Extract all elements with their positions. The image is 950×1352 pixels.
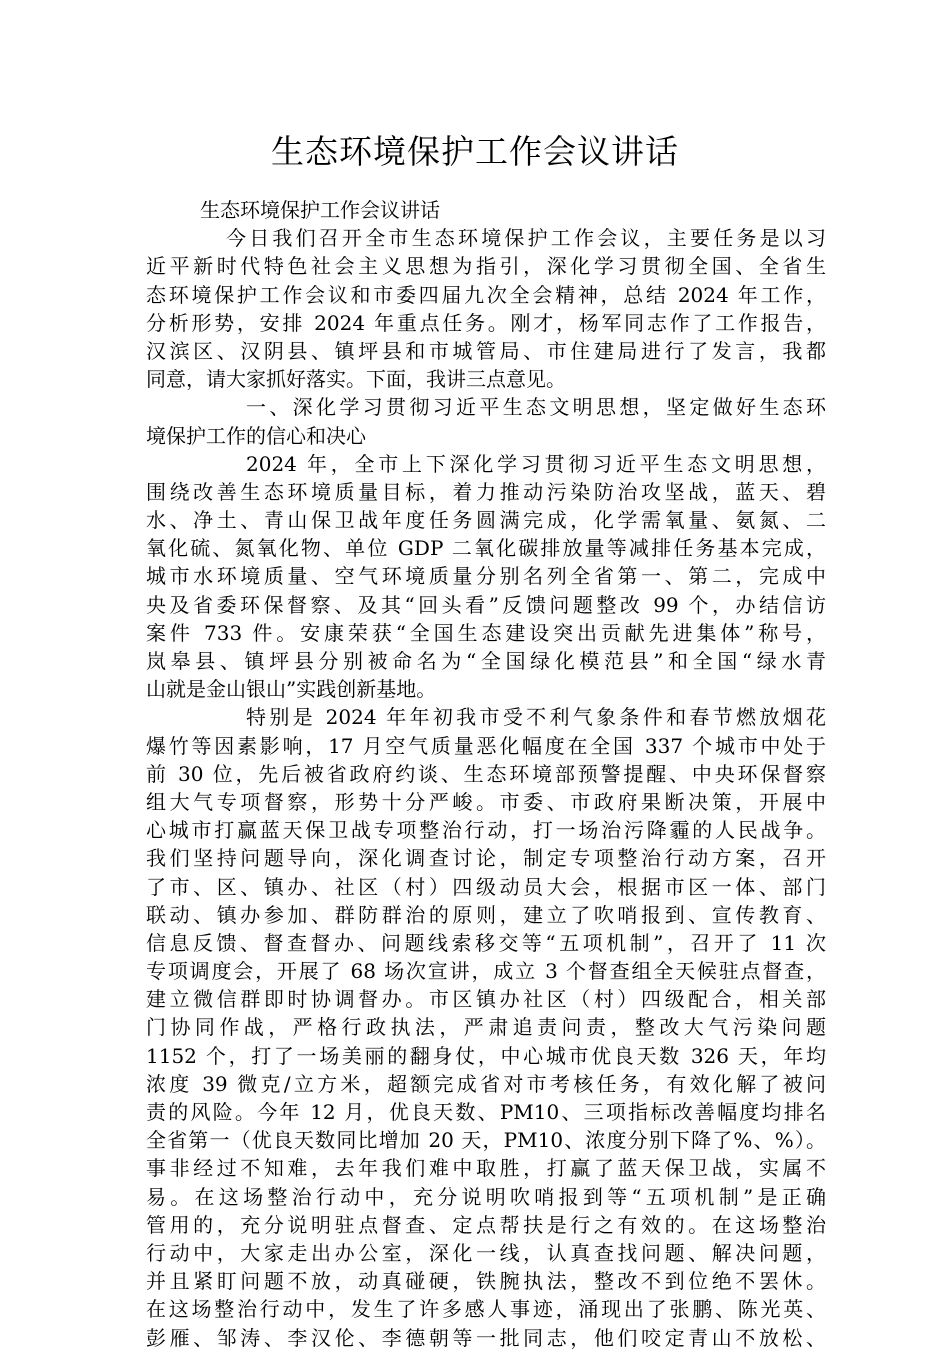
paragraph-line: 我们坚持问题导向，深化调查讨论，制定专项整治行动方案，召开 — [146, 846, 826, 871]
paragraph-line: 专项调度会，开展了 68 场次宣讲，成立 3 个督查组全天候驻点督查， — [146, 959, 826, 984]
paragraph-line: 围绕改善生态环境质量目标，着力推动污染防治攻坚战，蓝天、碧 — [146, 479, 826, 504]
paragraph-line: 氧化硫、氮氧化物、单位 GDP 二氧化碳排放量等减排任务基本完成， — [146, 536, 826, 561]
paragraph-line: 分析形势，安排 2024 年重点任务。刚才，杨军同志作了工作报告， — [146, 310, 826, 335]
paragraph-line: 心城市打赢蓝天保卫战专项整治行动，打一场治污降霾的人民战争。 — [146, 818, 826, 843]
paragraph-line: 事非经过不知难，去年我们难中取胜，打赢了蓝天保卫战，实属不 — [146, 1156, 826, 1181]
paragraph-line: 全省第一（优良天数同比增加 20 天，PM10、浓度分别下降了%、%）。 — [146, 1128, 826, 1153]
paragraph-line: 城市水环境质量、空气环境质量分别名列全省第一、第二，完成中 — [146, 564, 826, 589]
document-subtitle: 生态环境保护工作会议讲话 — [200, 198, 440, 222]
paragraph-line: 今日我们召开全市生态环境保护工作会议，主要任务是以习 — [226, 226, 826, 251]
paragraph-line: 央及省委环保督察、及其“回头看”反馈问题整改 99 个，办结信访 — [146, 592, 826, 617]
paragraph-line: 在这场整治行动中，发生了许多感人事迹，涌现出了张鹏、陈光英、 — [146, 1297, 826, 1322]
paragraph-line: 门协同作战，严格行政执法，严肃追责问责，整改大气污染问题 — [146, 1015, 826, 1040]
paragraph-line: 同意，请大家抓好落实。下面，我讲三点意见。 — [146, 367, 566, 392]
section-heading-line: 一、深化学习贯彻习近平生态文明思想，坚定做好生态环 — [246, 395, 826, 420]
paragraph-line: 并且紧盯问题不放，动真碰硬，铁腕执法，整改不到位绝不罢休。 — [146, 1269, 826, 1294]
paragraph-line: 水、净土、青山保卫战年度任务圆满完成，化学需氧量、氨氮、二 — [146, 508, 826, 533]
paragraph-line: 联动、镇办参加、群防群治的原则，建立了吹哨报到、宣传教育、 — [146, 902, 826, 927]
document-body — [146, 196, 826, 1352]
paragraph-line: 责的风险。今年 12 月，优良天数、PM10、三项指标改善幅度均排名 — [146, 1100, 826, 1124]
paragraph-line: 汉滨区、汉阴县、镇坪县和市城管局、市住建局进行了发言，我都 — [146, 338, 826, 363]
paragraph-line: 组大气专项督察，形势十分严峻。市委、市政府果断决策，开展中 — [146, 789, 826, 814]
paragraph-line: 案件 733 件。安康荣获“全国生态建设突出贡献先进集体”称号， — [146, 620, 826, 645]
paragraph-line: 爆竹等因素影响，17 月空气质量恶化幅度在全国 337 个城市中处于 — [146, 733, 826, 758]
paragraph-line: 前 30 位，先后被省政府约谈、生态环境部预警提醒、中央环保督察 — [146, 761, 826, 786]
document-title: 生态环境保护工作会议讲话 — [271, 132, 679, 171]
paragraph-line: 岚皋县、镇坪县分别被命名为“全国绿化模范县”和全国“绿水青 — [146, 649, 826, 673]
paragraph-line: 特别是 2024 年年初我市受不利气象条件和春节燃放烟花 — [246, 705, 826, 730]
paragraph-line: 建立微信群即时协调督办。市区镇办社区（村）四级配合，相关部 — [146, 987, 826, 1012]
paragraph-line: 管用的，充分说明驻点督查、定点帮扶是行之有效的。在这场整治 — [146, 1212, 826, 1237]
paragraph-line: 1152 个，打了一场美丽的翻身仗，中心城市优良天数 326 天，年均 — [146, 1043, 826, 1068]
paragraph-line: 行动中，大家走出办公室，深化一线，认真查找问题、解决问题， — [146, 1240, 826, 1265]
paragraph-line: 浓度 39 微克/立方米，超额完成省对市考核任务，有效化解了被问 — [146, 1071, 826, 1096]
paragraph-line: 彭雁、邹涛、李汉伦、李德朝等一批同志，他们咬定青山不放松、 — [146, 1325, 826, 1350]
paragraph-line: 易。在这场整治行动中，充分说明吹哨报到等“五项机制”是正确 — [146, 1184, 826, 1209]
paragraph-line: 山就是金山银山”实践创新基地。 — [146, 677, 437, 702]
paragraph-line: 2024 年，全市上下深化学习贯彻习近平生态文明思想， — [246, 451, 826, 476]
paragraph-line: 信息反馈、督查督办、问题线索移交等“五项机制”，召开了 11 次 — [146, 930, 826, 955]
paragraph-line: 了市、区、镇办、社区（村）四级动员大会，根据市区一体、部门 — [146, 874, 826, 899]
paragraph-line: 近平新时代特色社会主义思想为指引，深化学习贯彻全国、全省生 — [146, 254, 826, 279]
paragraph-line: 态环境保护工作会议和市委四届九次全会精神，总结 2024 年工作， — [146, 282, 826, 307]
section-heading-line: 境保护工作的信心和决心 — [146, 423, 366, 448]
